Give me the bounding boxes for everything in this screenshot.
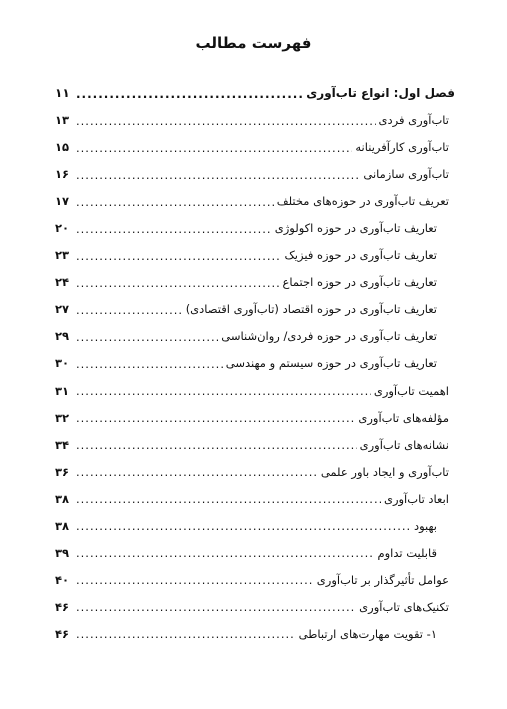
toc-entry-row[interactable] (55, 127, 455, 154)
toc-page-number: ۳۲ (55, 410, 70, 425)
toc-entry-title: ابعاد تاب‌آوری (383, 491, 449, 506)
toc-entry-row[interactable] (55, 533, 455, 560)
toc-entry-title: تعاریف تاب‌آوری در حوزه اکولوژی (274, 221, 437, 236)
toc-entry-title: تعاریف تاب‌آوری در حوزه اجتماع (282, 275, 437, 290)
toc-page-number: ۳۹ (55, 545, 70, 560)
toc-page-number: ۳۶ (55, 464, 70, 479)
toc-entry-title: تکنیک‌های تاب‌آوری (359, 599, 449, 614)
toc-entry-row[interactable] (55, 506, 455, 533)
toc-entry-row[interactable] (55, 370, 455, 397)
dot-leader (76, 88, 303, 100)
dot-leader (76, 116, 376, 128)
toc-page-number: ۳۸ (55, 491, 70, 506)
toc-entry-row[interactable] (55, 587, 455, 614)
toc-entry-title: قابلیت تداوم (377, 545, 437, 560)
toc-entry-title: تعاریف تاب‌آوری در حوزه اقتصاد (تاب‌آوری اقتصادی) (185, 302, 437, 317)
dot-leader (76, 440, 357, 452)
toc-entry-title: اهمیت تاب‌آوری (373, 383, 449, 398)
toc-entry-title: تعاریف تاب‌آوری در حوزه فیزیک (284, 248, 437, 263)
toc-entry-row[interactable] (55, 208, 455, 235)
dot-leader (76, 251, 282, 263)
toc-entry-title: تاب‌آوری کارآفرینانه (355, 140, 449, 155)
dot-leader (76, 278, 280, 290)
toc-chapter-row[interactable] (55, 70, 455, 100)
dot-leader (76, 170, 360, 182)
toc-page-number: ۲۹ (55, 329, 70, 344)
toc-entry-row[interactable] (55, 343, 455, 370)
toc-page-number: ۴۰ (55, 572, 70, 587)
toc-page-number: ۱۶ (55, 167, 70, 182)
toc-page-number: ۱۵ (55, 140, 70, 155)
dot-leader (76, 143, 352, 155)
toc-entry-row[interactable] (55, 100, 455, 127)
toc-page-number: ۲۰ (55, 221, 70, 236)
toc-entry-row[interactable] (55, 289, 455, 316)
page-title: فهرست مطالب (195, 34, 312, 52)
toc-entry-title: ۱- تقویت مهارت‌های ارتباطی (298, 626, 437, 641)
dot-leader (76, 467, 318, 479)
toc-page-number: ۲۷ (55, 302, 70, 317)
toc-entry-title: فصل اول: انواع تاب‌آوری (306, 86, 455, 100)
toc-entry-title: تعاریف تاب‌آوری در حوزه فردی/ روان‌شناسی (221, 329, 437, 344)
dot-leader (76, 629, 296, 641)
toc-page-number: ۳۰ (55, 356, 70, 371)
toc-entry-row[interactable] (55, 560, 455, 587)
toc-page-number: ۴۶ (55, 599, 70, 614)
dot-leader (76, 602, 356, 614)
toc-entry-title: تاب‌آوری فردی (378, 113, 449, 128)
toc-entry-row[interactable] (55, 262, 455, 289)
dot-leader (76, 359, 223, 371)
toc-entry-row[interactable] (55, 235, 455, 262)
dot-leader (76, 548, 374, 560)
toc-page-number: ۴۶ (55, 626, 70, 641)
toc-entry-title: بهبود (413, 518, 437, 533)
toc-page-number: ۱۱ (55, 86, 70, 100)
toc-page-number: ۲۳ (55, 248, 70, 263)
toc-entry-title: مؤلفه‌های تاب‌آوری (358, 410, 449, 425)
toc-entry-row[interactable] (55, 614, 455, 641)
dot-leader (76, 224, 272, 236)
toc-entry-title: تاب‌آوری و ایجاد باور علمی (320, 464, 449, 479)
dot-leader (76, 332, 218, 344)
toc-entry-row[interactable] (55, 154, 455, 181)
toc-page-number: ۱۷ (55, 194, 70, 209)
dot-leader (76, 521, 411, 533)
toc-entry-title: تعاریف تاب‌آوری در حوزه سیستم و مهندسی (225, 356, 437, 371)
dot-leader (76, 197, 274, 209)
toc-page-number: ۳۸ (55, 518, 70, 533)
toc-entry-title: نشانه‌های تاب‌آوری (359, 437, 449, 452)
dot-leader (76, 575, 314, 587)
toc-entry-title: تاب‌آوری سازمانی (363, 167, 449, 182)
dot-leader (76, 413, 355, 425)
toc-entry-row[interactable] (55, 398, 455, 425)
toc-page-number: ۱۳ (55, 113, 70, 128)
toc-entry-title: تعریف تاب‌آوری در حوزه‌های مختلف (276, 194, 449, 209)
toc-page-number: ۳۱ (55, 383, 70, 398)
toc-entry-row[interactable] (55, 181, 455, 208)
dot-leader (76, 494, 381, 506)
toc-entry-row[interactable] (55, 479, 455, 506)
dot-leader (76, 305, 183, 317)
table-of-contents (55, 70, 455, 641)
dot-leader (76, 386, 371, 398)
toc-entry-title: عوامل تأثیرگذار بر تاب‌آوری (316, 572, 449, 587)
toc-entry-row[interactable] (55, 452, 455, 479)
toc-page-number: ۲۴ (55, 275, 70, 290)
toc-entry-row[interactable] (55, 425, 455, 452)
toc-page-number: ۳۴ (55, 437, 70, 452)
toc-entry-row[interactable] (55, 316, 455, 343)
